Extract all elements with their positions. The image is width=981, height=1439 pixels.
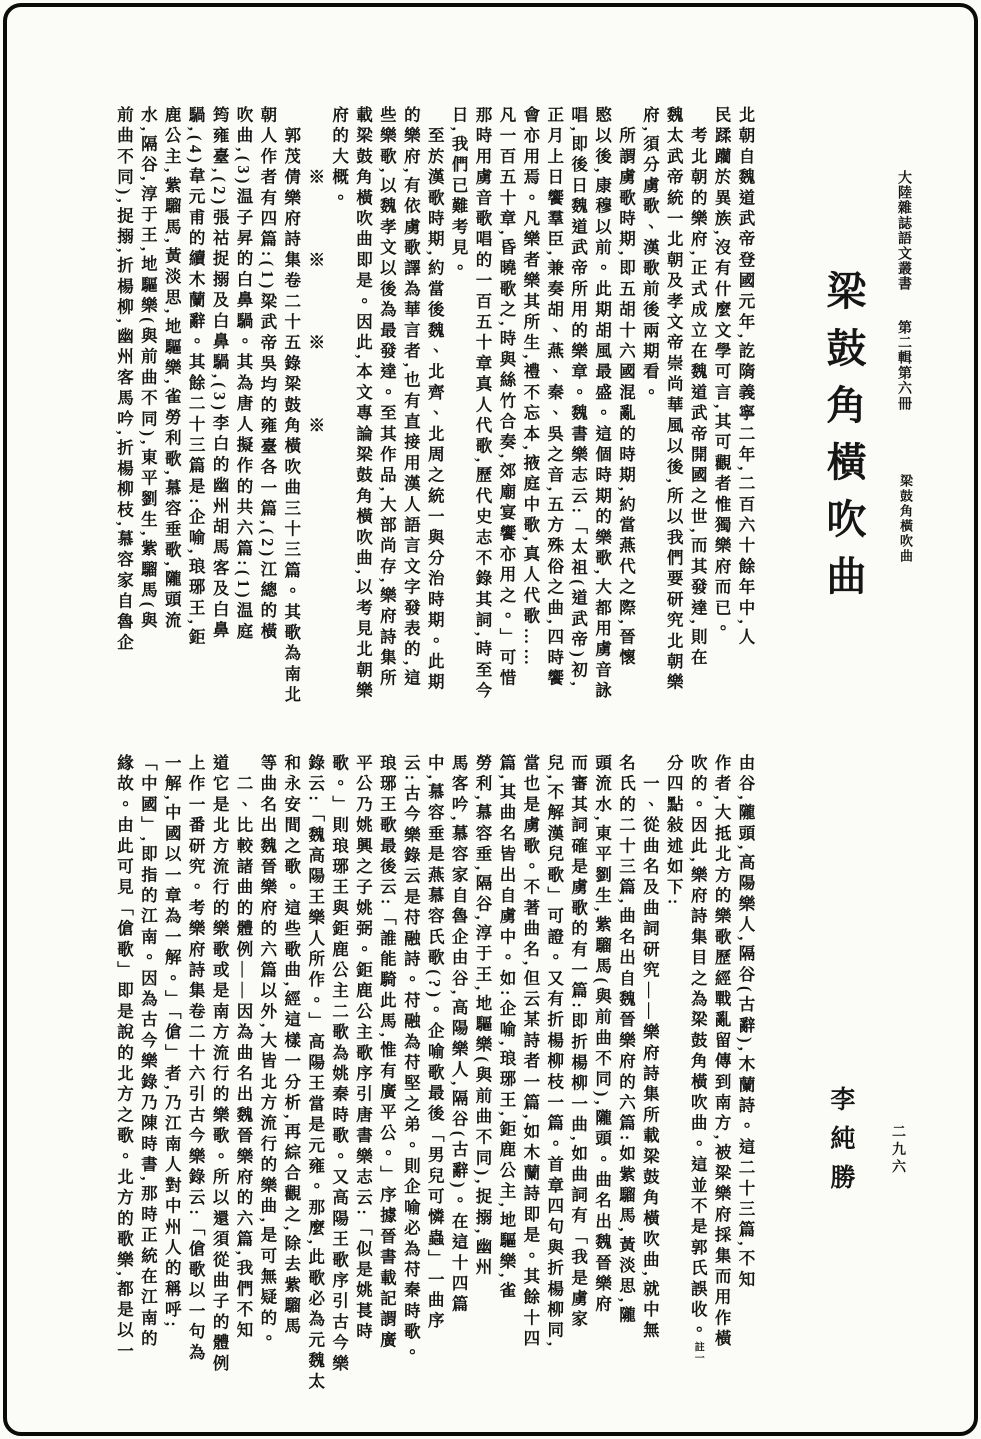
- text-column: 篇,其曲名皆出自虜中。如:企喻,琅琊王,鉅鹿公主,地驅樂,雀: [496, 754, 516, 1303]
- text-column: 「中國」,即指的江南。因為古今樂錄乃陳時書,那時正統在江南的: [138, 754, 158, 1351]
- text-column: 名氏的二十三篇,曲名出自魏晉樂府的六篇:如紫騮馬,黃淡思,隴: [616, 754, 636, 1327]
- text-column: 愍以後,康穆以前。此期胡風最盛。這個時期的樂歌,大都用虜音詠: [592, 106, 612, 703]
- text-column: 府,須分虜歌、漢歌前後兩期看。: [640, 106, 660, 405]
- text-column: 平公乃姚興之子姚弼。鉅鹿公主歌序引唐書樂志云:「似是姚萇時: [353, 754, 373, 1344]
- page-number: 二九六: [890, 1124, 905, 1177]
- text-column: 鹿公主,紫騮馬,黃淡思,地驅樂,雀勞利歌,慕容垂歌,隴頭流: [162, 106, 182, 633]
- text-column: 吹的。因此,樂府詩集目之為梁鼓角橫吹曲。這並不是郭氏誤收。註一: [688, 754, 708, 1364]
- text-column: 一、從曲名及曲詞研究——樂府詩集所載梁鼓角橫吹曲,就中無: [640, 754, 660, 1342]
- top-text-block: [112, 106, 757, 766]
- text-column: 道它是北方流行的樂歌或是南方流行的樂歌。所以還須從曲子的體例: [210, 754, 230, 1375]
- text-column: 等曲名出魏晉樂府的六篇以外,大皆北方流行的樂曲,是可無疑的。: [257, 754, 277, 1351]
- text-column: 當也是虜歌。不著曲名,但云某詩者一篇,如木蘭詩即是。其餘十四: [520, 754, 540, 1351]
- text-column: 琅琊王歌最後云:「誰能騎此馬,惟有廣平公。」序據晉書載記謂廣: [377, 754, 397, 1352]
- text-column: 一解,中國以一章為一解。」「傖」者,乃江南人對中州人的稱呼;: [162, 754, 182, 1331]
- text-column: 府的大概。: [329, 106, 349, 210]
- text-column: 的樂府,有依虜歌譯為華言者,也有直接用漢人語言文字發表的,這: [401, 106, 421, 690]
- text-column: 朝人作者有四篇:(1)梁武帝吳均的雍臺各一篇,(2)江總的橫: [257, 106, 277, 644]
- text-column: 而審其詞確是虜歌的有一篇:即折楊柳一曲,如曲詞有「我是虜家: [568, 754, 588, 1331]
- text-column: 至於漢歌時期,約當後魏、北齊、北周之統一與分治時期。此期: [425, 106, 445, 694]
- text-column: 緣故。由此可見「傖歌」即是說的北方之歌。北方的歌樂,都是以一: [114, 754, 134, 1363]
- text-column: 和永安間之歌。這些歌曲,經這樣一分析,再綜合觀之,除去紫騮馬: [281, 754, 301, 1338]
- text-column: 由谷,隴頭,高陽樂人,隔谷(古辭),木蘭詩。這二十三篇,不知: [736, 754, 755, 1292]
- text-column: 錄云:「魏高陽王樂人所作。」高陽王當是元雍。那麼,此歌必為元魏太: [305, 754, 325, 1394]
- text-column: 日,我們已難考見。: [449, 106, 469, 280]
- text-column: 云:古今樂錄云是苻融詩。苻融為苻堅之弟。則企喻必為苻秦時歌。: [401, 754, 421, 1364]
- text-column: 會亦用焉。凡樂者樂其所生,禮不忘本,掖庭中歌,真人代歌……: [520, 106, 540, 670]
- text-column: 些樂歌,以魏孝文以後為最發達。至其作品,大部尚存,樂府詩集所: [377, 106, 397, 690]
- text-column: 所謂虜歌時期,即五胡十六國混亂的時期,約當燕代之際,晉懷: [616, 106, 636, 670]
- section-separator: ※ ※ ※ ※: [305, 106, 325, 438]
- text-column: 凡一百五十章,昏曉歌之,時與絲竹合奏,郊廟宴饗亦用之。」可惜: [496, 106, 516, 690]
- text-column: 民蹂躪於異族,沒有什麼文學可言,其可觀者惟獨樂府而已。: [712, 106, 732, 641]
- text-column: 筠雍臺,(2)張祜捉搦及白鼻騧,(3)李白的幽州胡馬客及白鼻: [210, 106, 230, 642]
- text-column: 正月上日饗羣臣,兼奏胡、燕、秦、吳之音,五方殊俗之曲,四時饗: [544, 106, 564, 690]
- footnote-marker: 註一: [692, 1341, 704, 1364]
- text-column: 二、比較諸曲的體例——因為曲名出魏晉樂府的六篇,我們不知: [233, 754, 253, 1342]
- author-name: 李純勝: [827, 1086, 854, 1203]
- text-column: 載梁鼓角橫吹曲即是。因此,本文專論梁鼓角橫吹曲,以考見北朝樂: [353, 106, 373, 703]
- text-column: 作者,大抵北方的樂歌歷經戰亂留傳到南方,被梁樂府採集而用作橫: [712, 754, 732, 1351]
- text-column: 唱,即後日魏道武帝所用的樂章。魏書樂志云:「太祖(道武帝)初,: [568, 106, 588, 690]
- bottom-text-block: [112, 754, 757, 1434]
- text-column: 中,慕容垂是燕慕容氏歌(?)。企喻歌最後「男兒可憐蟲」一曲序: [425, 754, 445, 1333]
- text-column: 那時用虜音歌唱的一百五十章真人代歌,歷代史志不錄其詞,時至今: [473, 106, 493, 703]
- text-column: 魏太武帝統一北朝及孝文帝崇尚華風以後,所以我們要研究北朝樂: [664, 106, 684, 694]
- text-column: 上作一番研究。考樂府詩集卷二十六引古今樂錄云:「傖歌以一句為: [186, 754, 206, 1364]
- text-column: 吹曲,(3)温子昇的白鼻騧。其為唐人擬作的共六篇:(1)温庭: [233, 106, 253, 644]
- article-title: 梁鼓角橫吹曲: [821, 270, 866, 612]
- text-column: 頭流水,東平劉生,紫騮馬(與前曲不同),隴頭。曲名出魏晉樂府: [592, 754, 612, 1316]
- text-column: 水,隔谷,淳于王,地驅樂(與前曲不同),東平劉生,紫騮馬(與: [138, 106, 158, 633]
- text-column: 騧,(4)韋元甫的續木蘭辭。其餘二十三篇是:企喻,琅琊王,鉅: [186, 106, 206, 649]
- text-column: 歌。」則琅琊王與鉅鹿公主二歌為姚秦時歌。又高陽王歌序引古今樂: [329, 754, 349, 1375]
- text-column: 馬客吟,慕容家自魯企由谷,高陽樂人,隔谷(古辭)。在這十四篇: [449, 754, 469, 1316]
- text-column: 考北朝的樂府,正式成立在魏道武帝開國之世,而其發達,則在: [688, 106, 708, 670]
- journal-title: 大陸雜誌語文叢書: [896, 170, 911, 292]
- text-column: 兒,不解漢兒歌」可證。又有折楊柳枝一篇。首章四句與折楊柳同,: [544, 754, 564, 1351]
- running-title: 梁鼓角橫吹曲: [898, 474, 913, 564]
- text-column: 勞利,慕容垂,隔谷,淳于王,地驅樂(與前曲不同),捉搦,幽州: [473, 754, 493, 1279]
- volume-info: 第二輯第六冊: [896, 320, 911, 412]
- text-column: 分四點敍述如下:: [664, 754, 684, 909]
- text-column: 北朝自魏道武帝登國元年,訖隋義寧二年,二百六十餘年中,人: [736, 106, 755, 649]
- text-column: 前曲不同),捉搦,折楊柳,幽州客馬吟,折楊柳枝,慕容家自魯企: [114, 106, 134, 655]
- text-column: 郭茂倩樂府詩集卷二十五錄梁鼓角橫吹曲三十三篇。其歌為南北: [281, 106, 301, 707]
